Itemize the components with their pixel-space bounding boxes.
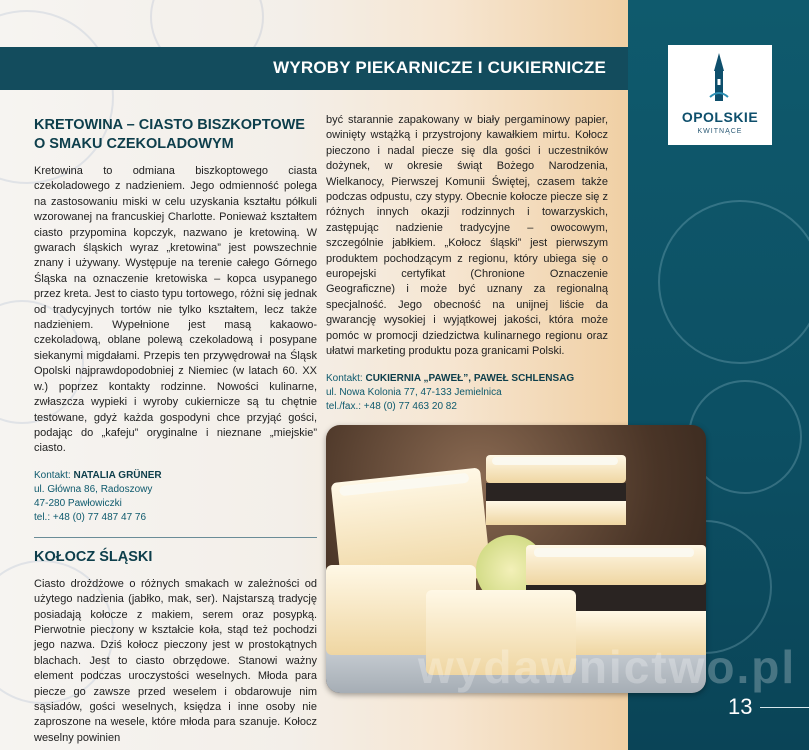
watermark: wydawnictwo.pl [418,641,797,693]
contact-name: NATALIA GRÜNER [73,469,162,481]
contact-line [34,469,317,483]
article-body-kolocz-part2: być starannie zapakowany w biały pergaminowy papier, owinięty wstążką i przystrojony kawałkiem mirtu. Kołocz pieczono i nadal piecze się dla gości i uczestników dożynek, w okresie świąt Bożego Narodzenia, Wielkanocy, Pierwszej Komunii Świętej, czasem także podczas odpustu, czy stypy. Obecnie kołocze piecze się z różnych innych okazji rodzinnych i towarzyskich, zastępując nadzienie tradycyjne – owocowym, szczególnie jabłkiem. „Kołocz śląski” jest pierwszym produktem pochodzącym z regionu, który ubiega się o europejski certyfikat (Chronione Oznaczenie Geograficzne) i może być uznany za regionalną specjalność. Jego obecność na unijnej liście da gwarancję wysokiej i wyjątkowej jakości, która może pomóc w promocji dziedzictwa kulinarnego regionu oraz ułatwi marketing produktu poza granicami Polski. [326,114,608,358]
right-column [326,113,608,414]
contact-line [326,372,608,386]
contact-phone: tel.: +48 (0) 77 487 47 76 [34,511,147,523]
contact-block-kolocz [326,372,608,414]
decorative-floral-icon [658,200,809,364]
contact-postal: 47-280 Pawłowiczki [34,497,122,509]
contact-name: CUKIERNIA „PAWEŁ”, PAWEŁ SCHLENSAG [365,372,575,384]
logo-name: OPOLSKIE [681,109,759,125]
section-title: WYROBY PIEKARNICZE I CUKIERNICZE [273,58,606,77]
contact-label: Kontakt: [326,372,363,384]
cake-slice [486,455,626,525]
article-body-kolocz-part1: Ciasto drożdżowe o różnych smakach w zależności od użytego nadzienia (jabłko, mak, ser). Najstarszą tradycję posiadają kołocze z makiem, serem oraz posypką. Pierwotnie pieczony w kształcie koła, stąd też pochodzi jego nazwa. Dziś kołocz pieczony jest w prostokątnych blachach. Jest to ciasto obrzędowe. Stanowi ważny element podczas uroczystości weselnych. Młoda para piecze go zawsze przed weselem i obdarowuje nim sąsiadów, gości weselnych, księdza i inne osoby nie zaproszone na wesele, które młoda para szanuje. Kołocz weselny powinien [34,577,317,744]
contact-address: ul. Nowa Kolonia 77, 47-133 Jemielnica [326,386,502,398]
article-body-kretowina: Kretowina to odmiana biszkoptowego ciasta czekoladowego z nadzieniem. Jego odmienność polega na zastosowaniu miski w celu uzyskania kształtu półkuli wzorowanej na francuskiej Charlotte. Ponieważ kształtem ciasto przypomina kopczyk, nazwano je kretowiną. W gwarach śląskich wyraz „kretowina” jest powszechnie znany i używany. Występuje na terenie całego Górnego Śląska na oznaczenie kretowiska – kopca usypanego przez kreta. Jest to ciasto typu tortowego, różni się jednak od tradycyjnych tortów nie tylko kształtem, lecz także nadzieniem. Wypełnione jest masą kakaowo-czekoladową, oblane polewą czekoladową i posypane siekanymi migdałami. Przepis ten przywędrował na Śląsk Opolski najprawdopodobniej z Niemiec (w latach 60. XX w.) poprzez kontakty rodzinne. Nowości kulinarne, zwłaszcza wypieki i wyroby cukiernicze są tu chętnie testowane, gdyż każda gospodyni chce przyjąć gości, podając do „kafeju” oryginalne i nieznane „miejskie” ciasto. [34,165,317,455]
logo-subtitle: KWITNĄCE [697,128,743,135]
section-header-bar [0,47,628,90]
contact-address: ul. Główna 86, Radoszowy [34,483,153,495]
contact-label: Kontakt: [34,469,71,481]
section-divider [34,537,317,538]
article-title-kretowina: KRETOWINA – CIASTO BISZKOPTOWE O SMAKU CZEKOLADOWYM [34,117,305,152]
left-column [34,116,317,746]
contact-block-kretowina [34,469,317,525]
tower-icon [708,53,730,105]
article-title-kolocz: KOŁOCZ ŚLĄSKI [34,548,153,565]
opolskie-logo [668,45,772,145]
page-number-line [760,707,809,708]
contact-phone: tel./fax.: +48 (0) 77 463 20 82 [326,400,457,412]
page-number: 13 [728,694,753,719]
